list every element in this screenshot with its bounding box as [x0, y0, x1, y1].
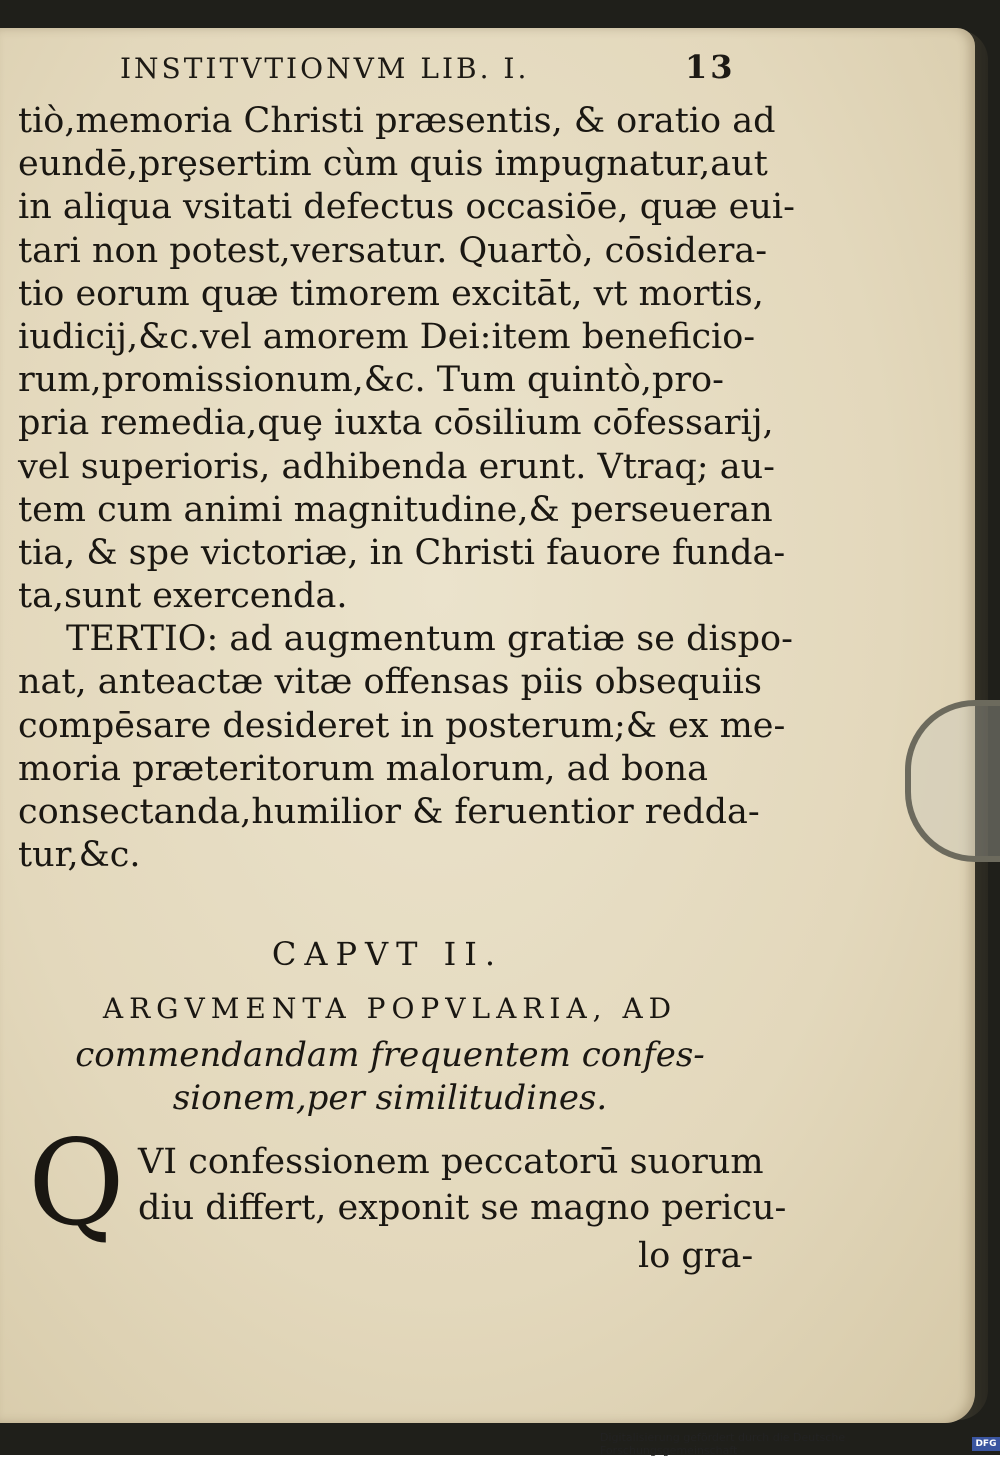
text-line: tia, & spe victoriæ, in Christi fauore funda-	[18, 532, 786, 573]
text-line: eundē,prȩsertim cùm quis impugnatur,aut	[18, 144, 768, 185]
running-title: INSTITVTIONVM LIB. I.	[120, 52, 530, 85]
text-line: nat, anteactæ vitæ offensas piis obsequiis	[18, 662, 762, 703]
text-line: moria præteritorum malorum, ad bona	[18, 748, 708, 789]
text-line: tari non potest,versatur. Quartò, cōsidera-	[18, 230, 768, 271]
text-line: ta,sunt exercenda.	[18, 576, 348, 617]
text-line: lo gra-	[638, 1236, 754, 1276]
chapter-heading: ARGVMENTA POPVLARIA, AD	[102, 992, 678, 1025]
chapter-subtitle: commendandam frequentem confes-	[75, 1035, 705, 1075]
text-line: consectanda,humilior & feruentior redda-	[18, 792, 760, 832]
text-line: tur,&c.	[18, 835, 141, 876]
text-line: rum,promissionum,&c. Tum quintò,pro-	[18, 360, 724, 401]
credit-text: Digitalisierung gefördert durch die Deutsche Forschungsgemeinschaft -	[600, 1430, 846, 1457]
text-line: compēsare desideret in posterum;& ex me-	[18, 705, 786, 746]
text-line: tiò,memoria Christi præsentis, & oratio ad	[18, 101, 776, 141]
text-line: vel superioris, adhibenda erunt. Vtraq; au-	[18, 446, 775, 487]
text-line: VI confessionem peccatorū suorum	[138, 1142, 764, 1182]
page-number: 13	[685, 48, 736, 86]
digitization-credit	[600, 1432, 1000, 1455]
chapter-subtitle: sionem,per similitudines.	[172, 1078, 608, 1118]
text-line: in aliqua vsitati defectus occasiōe, quæ eui-	[18, 187, 795, 228]
running-header	[120, 48, 740, 92]
chapter-number: CAPVT II.	[271, 935, 504, 973]
text-line: diu differt, exponit se magno pericu-	[138, 1188, 787, 1228]
text-line: TERTIO: ad augmentum gratiæ se dispo-	[66, 619, 793, 660]
text-line: tio eorum quæ timorem excitāt, vt mortis,	[18, 273, 764, 314]
text-line: tem cum animi magnitudine,& perseueran	[18, 489, 773, 530]
body-text	[18, 100, 795, 877]
drop-cap: Q	[28, 1114, 125, 1252]
text-line: pria remedia,quȩ iuxta cōsilium cōfessarij,	[18, 403, 774, 444]
dfg-logo[interactable]: DFG	[972, 1437, 1000, 1451]
text-line: iudicij,&c.vel amorem Dei:item beneficio-	[18, 316, 756, 357]
